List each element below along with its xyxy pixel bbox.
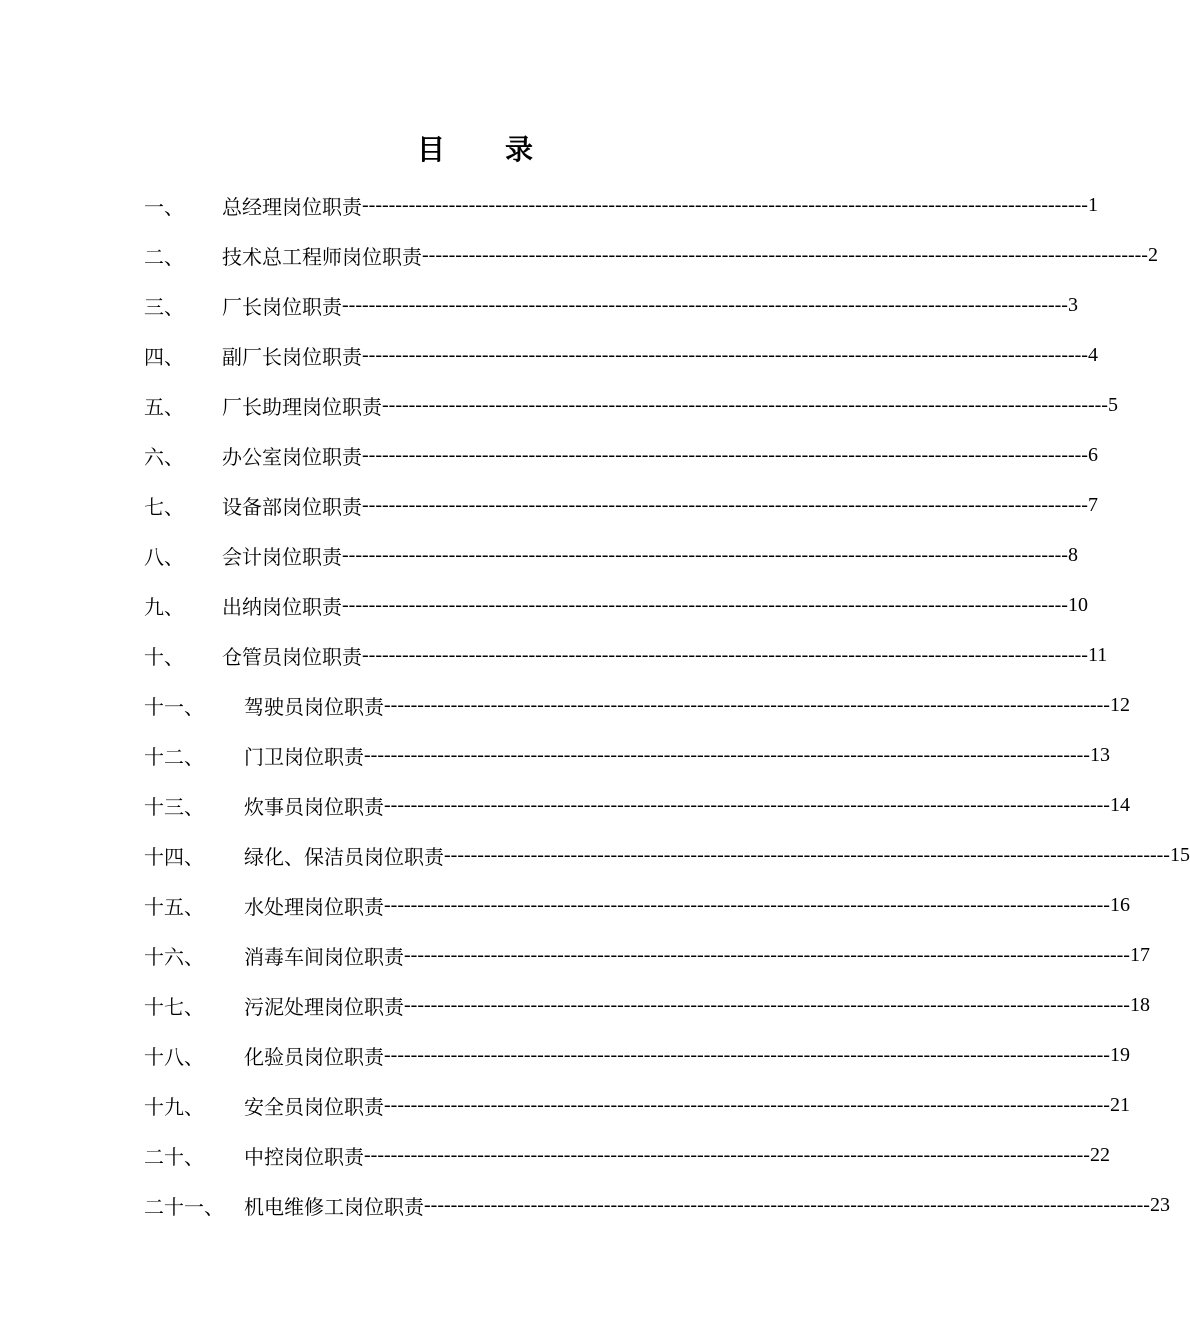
toc-entry-page: 23	[1149, 1193, 1170, 1216]
toc-entry-leader: -------------------------------------------------------------------------------------------------------------	[362, 643, 1088, 666]
toc-entry-page: 1	[1087, 193, 1098, 216]
toc-entry[interactable]	[144, 1080, 1130, 1130]
toc-entry[interactable]	[144, 330, 1098, 380]
toc-entry-leader: -------------------------------------------------------------------------------------------------------------	[364, 1143, 1090, 1166]
toc-entry-title: 驾驶员岗位职责	[244, 694, 384, 719]
toc-entry-title: 技术总工程师岗位职责	[222, 244, 422, 269]
toc-entry-number: 五、	[144, 394, 184, 419]
toc-entry-number: 十八、	[144, 1044, 204, 1069]
toc-entry-page: 16	[1109, 893, 1130, 916]
toc-entry[interactable]	[144, 830, 1190, 880]
toc-entry-page: 10	[1067, 593, 1088, 616]
toc-entry-leader: -------------------------------------------------------------------------------------------------------------	[404, 943, 1130, 966]
toc-entry-leader: -------------------------------------------------------------------------------------------------------------	[422, 243, 1148, 266]
toc-entry-title: 副厂长岗位职责	[222, 344, 362, 369]
toc-entry-leader: -------------------------------------------------------------------------------------------------------------	[382, 393, 1108, 416]
toc-entry-title: 厂长岗位职责	[222, 294, 342, 319]
toc-entry-leader: -------------------------------------------------------------------------------------------------------------	[362, 343, 1088, 366]
toc-entry[interactable]	[144, 780, 1130, 830]
toc-entry-leader: -------------------------------------------------------------------------------------------------------------	[404, 993, 1130, 1016]
toc-entry-number: 十三、	[144, 794, 204, 819]
toc-entry-page: 18	[1129, 993, 1150, 1016]
toc-entry-page: 21	[1109, 1093, 1130, 1116]
toc-entry-title: 安全员岗位职责	[244, 1094, 384, 1119]
toc-entry-number: 十四、	[144, 844, 204, 869]
toc-entry[interactable]	[144, 880, 1130, 930]
toc-entry-title: 总经理岗位职责	[222, 194, 362, 219]
toc-entry-title: 污泥处理岗位职责	[244, 994, 404, 1019]
toc-entry-number: 八、	[144, 544, 184, 569]
toc-entry-page: 5	[1107, 393, 1118, 416]
toc-entry[interactable]	[144, 930, 1150, 980]
toc-entry-title: 门卫岗位职责	[244, 744, 364, 769]
toc-entry-leader: -------------------------------------------------------------------------------------------------------------	[362, 443, 1088, 466]
toc-entry[interactable]	[144, 630, 1108, 680]
toc-entry-number: 二十一、	[144, 1194, 224, 1219]
toc-entry-number: 十二、	[144, 744, 204, 769]
toc-entry[interactable]	[144, 980, 1150, 1030]
toc-entry-title: 水处理岗位职责	[244, 894, 384, 919]
toc-entry-page: 2	[1147, 243, 1158, 266]
toc-entry-leader: -------------------------------------------------------------------------------------------------------------	[384, 893, 1110, 916]
toc-entry-number: 十六、	[144, 944, 204, 969]
toc-list	[144, 180, 1190, 1230]
toc-entry-leader: -------------------------------------------------------------------------------------------------------------	[384, 793, 1110, 816]
toc-entry-title: 会计岗位职责	[222, 544, 342, 569]
toc-entry-leader: -------------------------------------------------------------------------------------------------------------	[342, 543, 1068, 566]
toc-entry-number: 四、	[144, 344, 184, 369]
toc-entry-number: 九、	[144, 594, 184, 619]
toc-entry-title: 绿化、保洁员岗位职责	[244, 844, 444, 869]
toc-entry-leader: -------------------------------------------------------------------------------------------------------------	[444, 843, 1170, 866]
toc-entry[interactable]	[144, 1030, 1130, 1080]
toc-entry[interactable]	[144, 580, 1088, 630]
toc-entry-page: 7	[1087, 493, 1098, 516]
toc-entry-page: 12	[1109, 693, 1130, 716]
toc-entry-number: 十七、	[144, 994, 204, 1019]
toc-entry[interactable]	[144, 230, 1158, 280]
toc-entry-number: 十九、	[144, 1094, 204, 1119]
toc-entry-title: 炊事员岗位职责	[244, 794, 384, 819]
toc-entry[interactable]	[144, 430, 1098, 480]
toc-entry-number: 二十、	[144, 1144, 204, 1169]
toc-entry-title: 办公室岗位职责	[222, 444, 362, 469]
toc-entry-title: 出纳岗位职责	[222, 594, 342, 619]
toc-entry-page: 15	[1169, 843, 1190, 866]
toc-entry-number: 六、	[144, 444, 184, 469]
toc-entry-number: 三、	[144, 294, 184, 319]
toc-entry-title: 仓管员岗位职责	[222, 644, 362, 669]
toc-entry[interactable]	[144, 380, 1118, 430]
toc-entry-title: 中控岗位职责	[244, 1144, 364, 1169]
toc-entry-page: 22	[1089, 1143, 1110, 1166]
toc-entry-leader: -------------------------------------------------------------------------------------------------------------	[384, 693, 1110, 716]
toc-entry-page: 4	[1087, 343, 1098, 366]
toc-entry-number: 十、	[144, 644, 184, 669]
toc-entry-page: 19	[1109, 1043, 1130, 1066]
toc-title-char-2: 录	[505, 133, 534, 166]
toc-entry-title: 消毒车间岗位职责	[244, 944, 404, 969]
toc-entry-page: 6	[1087, 443, 1098, 466]
toc-entry-title: 设备部岗位职责	[222, 494, 362, 519]
toc-entry[interactable]	[144, 1180, 1170, 1230]
toc-entry-leader: -------------------------------------------------------------------------------------------------------------	[362, 493, 1088, 516]
toc-entry-number: 二、	[144, 244, 184, 269]
toc-entry-page: 3	[1067, 293, 1078, 316]
toc-entry-page: 11	[1087, 643, 1108, 666]
toc-entry-leader: -------------------------------------------------------------------------------------------------------------	[342, 293, 1068, 316]
toc-entry-leader: -------------------------------------------------------------------------------------------------------------	[362, 193, 1088, 216]
toc-entry-title: 厂长助理岗位职责	[222, 394, 382, 419]
toc-entry[interactable]	[144, 530, 1078, 580]
toc-entry-leader: -------------------------------------------------------------------------------------------------------------	[384, 1043, 1110, 1066]
toc-entry[interactable]	[144, 1130, 1110, 1180]
toc-entry-number: 七、	[144, 494, 184, 519]
toc-entry[interactable]	[144, 180, 1098, 230]
toc-entry[interactable]	[144, 480, 1098, 530]
toc-title	[0, 128, 950, 168]
toc-title-char-1: 目	[416, 133, 445, 166]
toc-entry-leader: -------------------------------------------------------------------------------------------------------------	[424, 1193, 1150, 1216]
toc-entry[interactable]	[144, 730, 1110, 780]
toc-entry-title: 机电维修工岗位职责	[244, 1194, 424, 1219]
toc-entry-page: 13	[1089, 743, 1110, 766]
toc-entry-title: 化验员岗位职责	[244, 1044, 384, 1069]
toc-entry-number: 十一、	[144, 694, 204, 719]
toc-entry-leader: -------------------------------------------------------------------------------------------------------------	[342, 593, 1068, 616]
toc-entry[interactable]	[144, 280, 1078, 330]
toc-entry-number: 一、	[144, 194, 184, 219]
toc-entry-leader: -------------------------------------------------------------------------------------------------------------	[384, 1093, 1110, 1116]
toc-entry[interactable]	[144, 680, 1130, 730]
toc-entry-number: 十五、	[144, 894, 204, 919]
toc-entry-page: 8	[1067, 543, 1078, 566]
toc-entry-page: 17	[1129, 943, 1150, 966]
toc-entry-page: 14	[1109, 793, 1130, 816]
toc-entry-leader: -------------------------------------------------------------------------------------------------------------	[364, 743, 1090, 766]
